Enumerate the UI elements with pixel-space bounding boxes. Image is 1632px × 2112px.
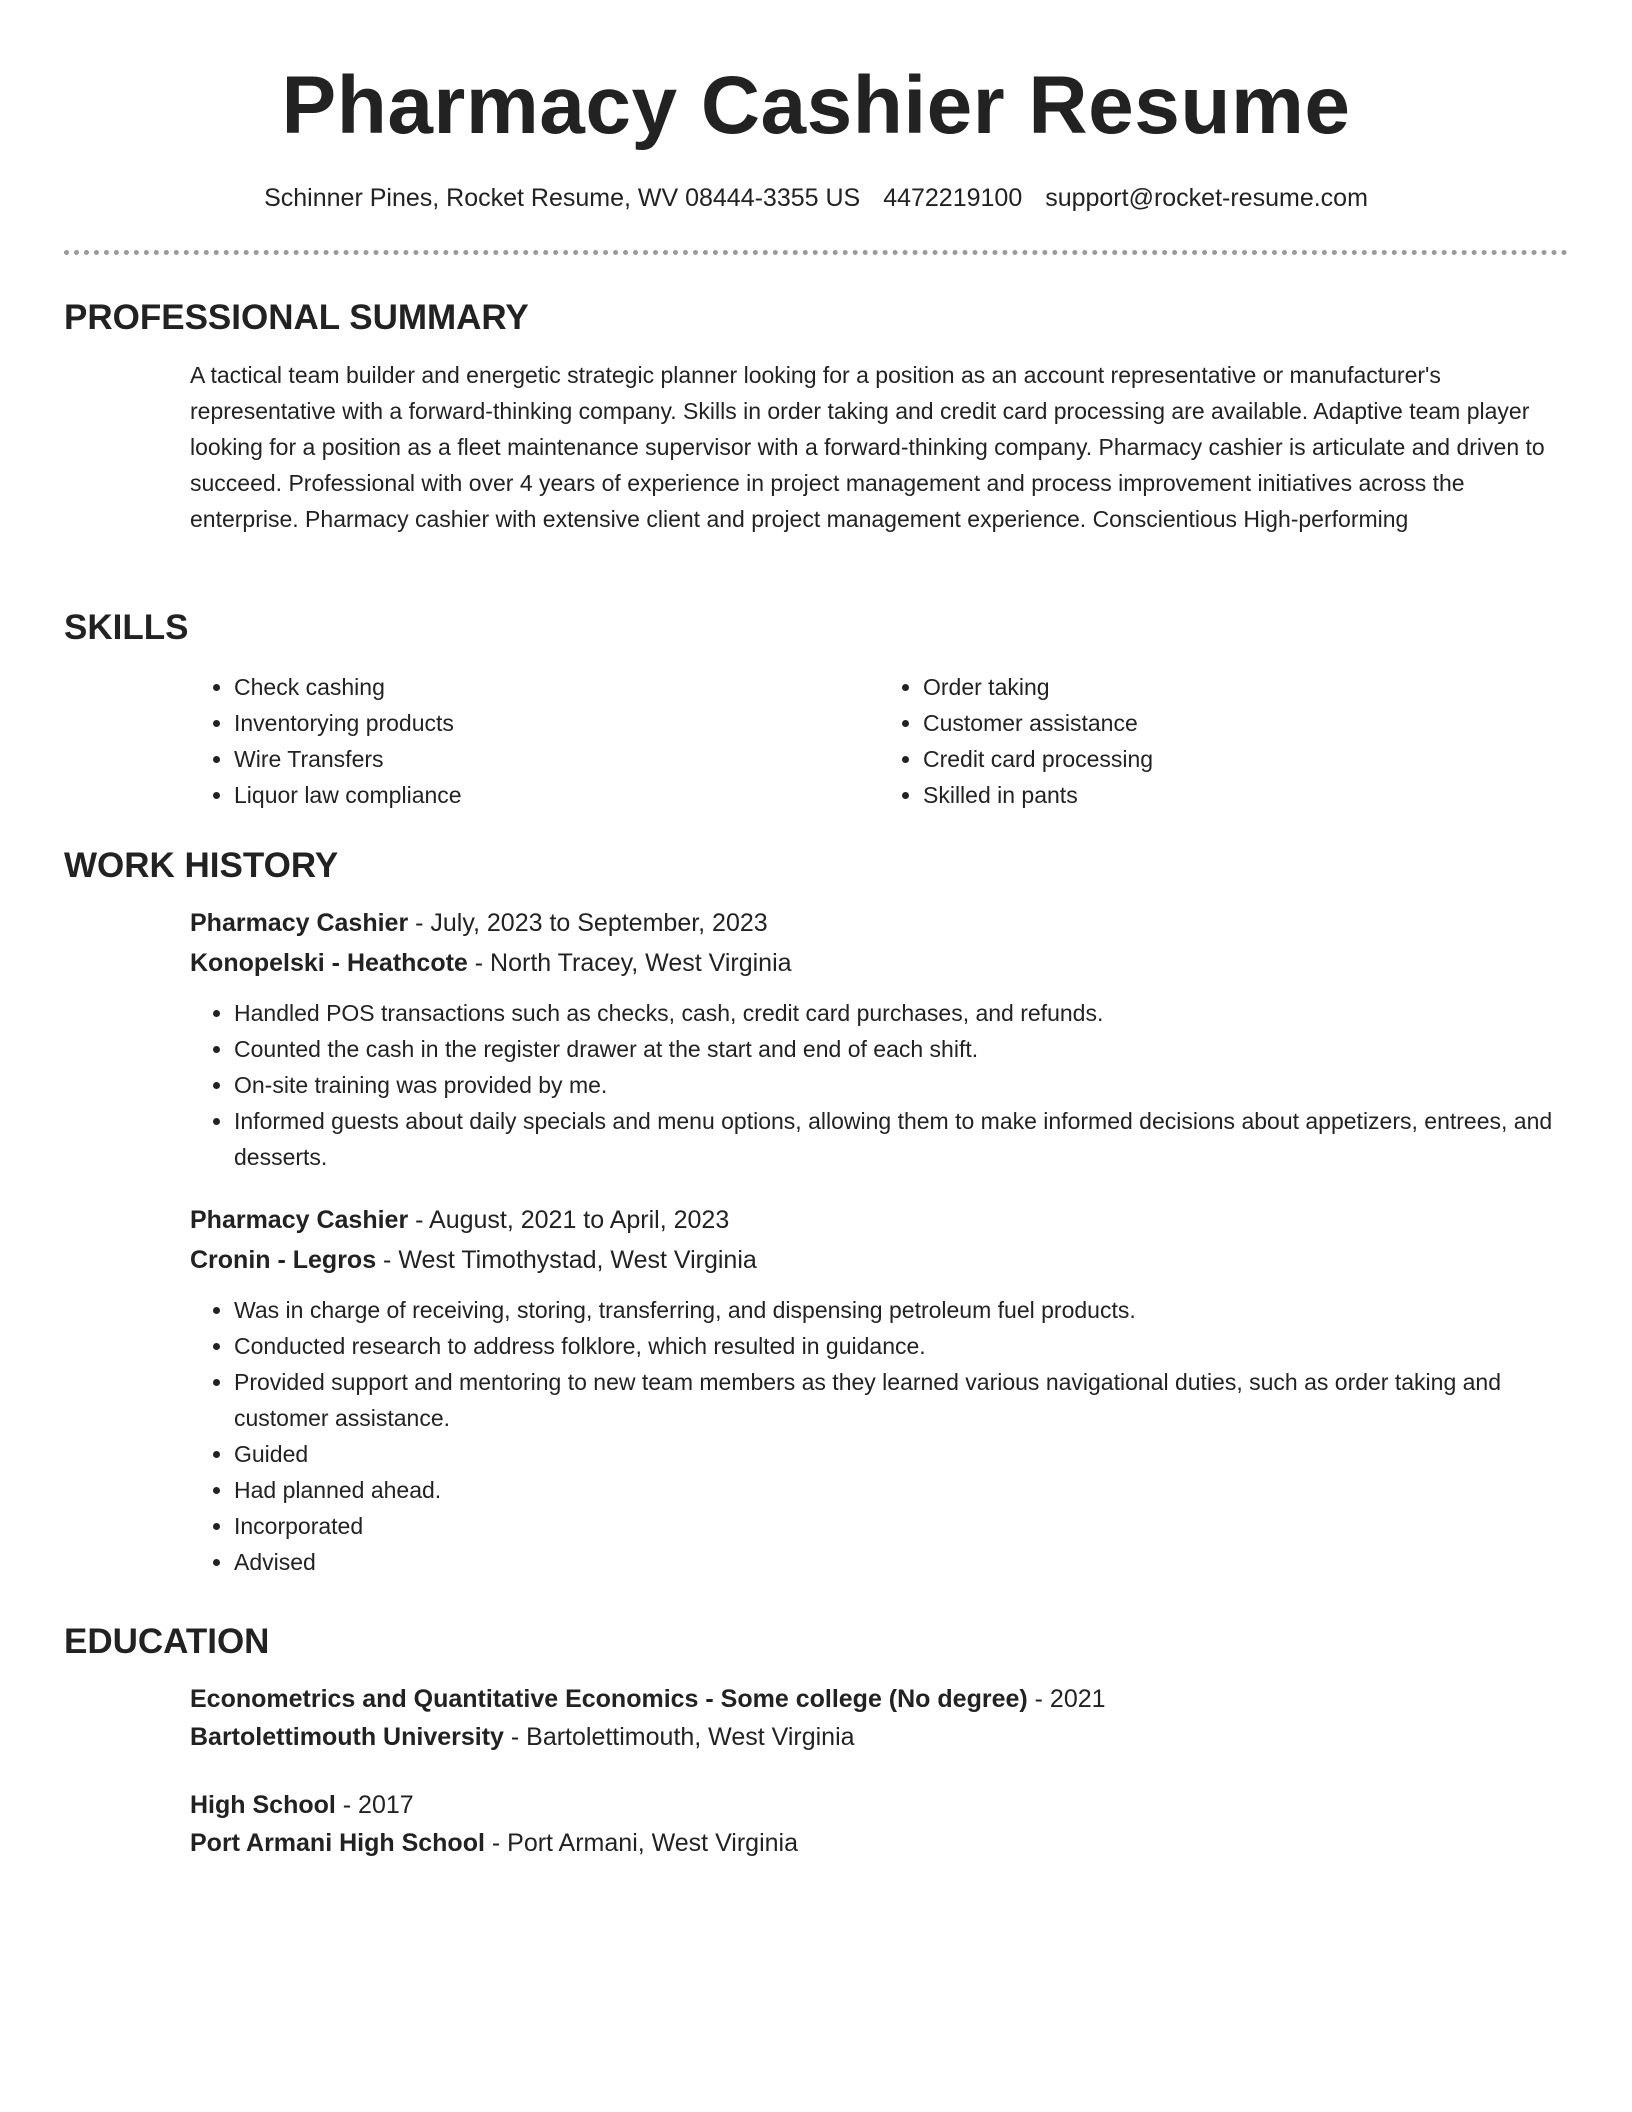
job-company: Konopelski - Heathcote [190,949,468,977]
job-duties-list [190,995,1568,1175]
education-location: - Port Armani, West Virginia [484,1829,798,1857]
skill-item: • Wire Transfers [234,741,879,777]
skill-item: • Order taking [923,669,1568,705]
education-location: - Bartolettimouth, West Virginia [503,1723,855,1751]
summary-section [64,296,1568,537]
job-duty: • Provided support and mentoring to new team members as they learned various navigational duties, such as order taking and customer assistance. [234,1364,1568,1436]
job-duty: • Was in charge of receiving, storing, transferring, and dispensing petroleum fuel products. [234,1292,1568,1328]
job-title: Pharmacy Cashier [190,1206,409,1234]
job-company: Cronin - Legros [190,1246,377,1274]
education-school-line [190,1824,1568,1862]
education-section [64,1620,1568,1862]
job-bullets [64,995,1568,1175]
skills-heading: SKILLS [64,608,189,647]
job-duty: • Informed guests about daily specials and menu options, allowing them to make informed decisions about appetizers, entrees, and desserts. [234,1103,1568,1175]
education-degree: High School [190,1791,336,1819]
job-duty: • On-site training was provided by me. [234,1067,1568,1103]
contact-email: support@rocket-resume.com [1045,184,1368,212]
skill-item: • Check cashing [234,669,879,705]
skills-section [64,606,1568,813]
skills-list-left [190,669,879,813]
job-duty: • Conducted research to address folklore, which resulted in guidance. [234,1328,1568,1364]
job-company-line [190,1241,1568,1279]
contact-phone: 4472219100 [883,184,1023,212]
skill-item: • Inventorying products [234,705,879,741]
skill-item: • Credit card processing [923,741,1568,777]
job-duty: • Incorporated [234,1508,1568,1544]
contact-address: Schinner Pines, Rocket Resume, WV 08444-3355 US [264,184,861,212]
job-company-line [190,944,1568,982]
job-location: - North Tracey, West Virginia [467,949,792,977]
skills-grid [64,669,1568,813]
education-school-line [190,1718,1568,1756]
resume-title: Pharmacy Cashier Resume [281,60,1351,151]
summary-heading: PROFESSIONAL SUMMARY [64,298,529,337]
contact-line [0,182,1632,214]
job-duties-list [190,1292,1568,1580]
work-history-section [64,844,1568,1580]
education-school: Port Armani High School [190,1829,485,1857]
skill-item: • Liquor law compliance [234,777,879,813]
education-degree: Econometrics and Quantitative Economics - Some college (No degree) [190,1685,1028,1713]
job-duty: • Advised [234,1544,1568,1580]
job-dates: - July, 2023 to September, 2023 [408,909,768,937]
education-year: - 2017 [335,1791,414,1819]
education-school: Bartolettimouth University [190,1723,504,1751]
education-entry [64,1680,1568,1756]
job-duty: • Guided [234,1436,1568,1472]
header-divider [64,250,1568,255]
job-entry [64,1201,1568,1279]
job-title-line [190,904,1568,942]
job-title-line [190,1201,1568,1239]
job-duty: • Handled POS transactions such as checks, cash, credit card purchases, and refunds. [234,995,1568,1031]
education-entry [64,1786,1568,1862]
job-duty: • Had planned ahead. [234,1472,1568,1508]
skill-item: • Customer assistance [923,705,1568,741]
work-history-heading: WORK HISTORY [64,846,339,885]
skill-item: • Skilled in pants [923,777,1568,813]
education-degree-line [190,1786,1568,1824]
job-entry [64,904,1568,982]
job-title: Pharmacy Cashier [190,909,409,937]
job-bullets [64,1292,1568,1580]
skills-list-right [879,669,1568,813]
job-duty: • Counted the cash in the register drawer at the start and end of each shift. [234,1031,1568,1067]
summary-text: A tactical team builder and energetic strategic planner looking for a position as an account representative or manufacturer's representative with a forward-thinking company. Skills in order taking and credit card processing are available. Adaptive team player looking for a position as a fleet maintenance supervisor with a forward-thinking company. Pharmacy cashier is articulate and driven to succeed. Professional with over 4 years of experience in project management and process improvement initiatives across the enterprise. Pharmacy cashier with extensive client and project management experience. Conscientious High-performing [190,362,1545,532]
education-degree-line [190,1680,1568,1718]
job-dates: - August, 2021 to April, 2023 [408,1206,730,1234]
education-year: - 2021 [1027,1685,1106,1713]
job-location: - West Timothystad, West Virginia [376,1246,757,1274]
education-heading: EDUCATION [64,1622,270,1661]
